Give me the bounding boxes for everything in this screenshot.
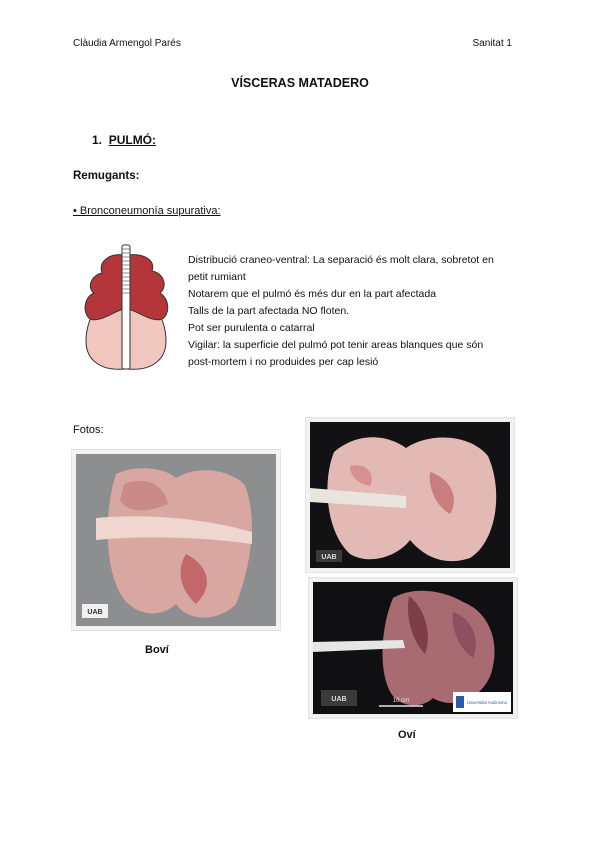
photo-ovine-top	[306, 418, 514, 572]
description-line: Pot ser purulenta o catarral	[188, 322, 315, 334]
caption-bovi: Boví	[145, 644, 169, 656]
header-subject: Sanitat 1	[472, 38, 512, 49]
section-number: 1.	[92, 133, 103, 147]
photo-logo: UAB	[331, 696, 347, 703]
lung-diagram	[80, 243, 172, 375]
condition-heading: • Bronconeumonía supurativa:	[73, 205, 221, 217]
section-heading	[92, 133, 156, 147]
description-line: petit rumiant	[188, 271, 246, 283]
lung-left-cranial	[85, 255, 124, 320]
subheading: Remugants:	[73, 170, 140, 182]
description-line: Notarem que el pulmó és més dur en la part afectada	[188, 288, 437, 300]
description-line: Vigilar: la superficie del pulmó pot tenir areas blanques que són	[188, 339, 484, 351]
section-label: PULMÓ:	[108, 133, 157, 147]
photo-bovine	[72, 450, 280, 630]
photo-logo: UAB	[87, 609, 103, 616]
description-line: Distribució craneo-ventral: La separació és molt clara, sobretot en	[188, 254, 494, 266]
description-line: Talls de la part afectada NO floten.	[188, 305, 350, 317]
description-line: post-mortem i no produides per cap lesió	[188, 356, 379, 368]
description	[188, 252, 518, 371]
header-author: Clàudia Armengol Parés	[73, 38, 181, 49]
page-title: VÍSCERAS MATADERO	[231, 76, 369, 90]
photo-ovine-bottom	[309, 578, 517, 718]
photos-label: Fotos:	[73, 424, 104, 436]
photo-logo: UAB	[321, 554, 337, 561]
badge-label: Universitat Autònoma	[467, 700, 507, 705]
trachea	[122, 245, 130, 369]
caption-ovi: Oví	[398, 729, 416, 741]
scale-label: 10 cm	[392, 698, 410, 704]
lung-right-cranial	[128, 255, 168, 320]
